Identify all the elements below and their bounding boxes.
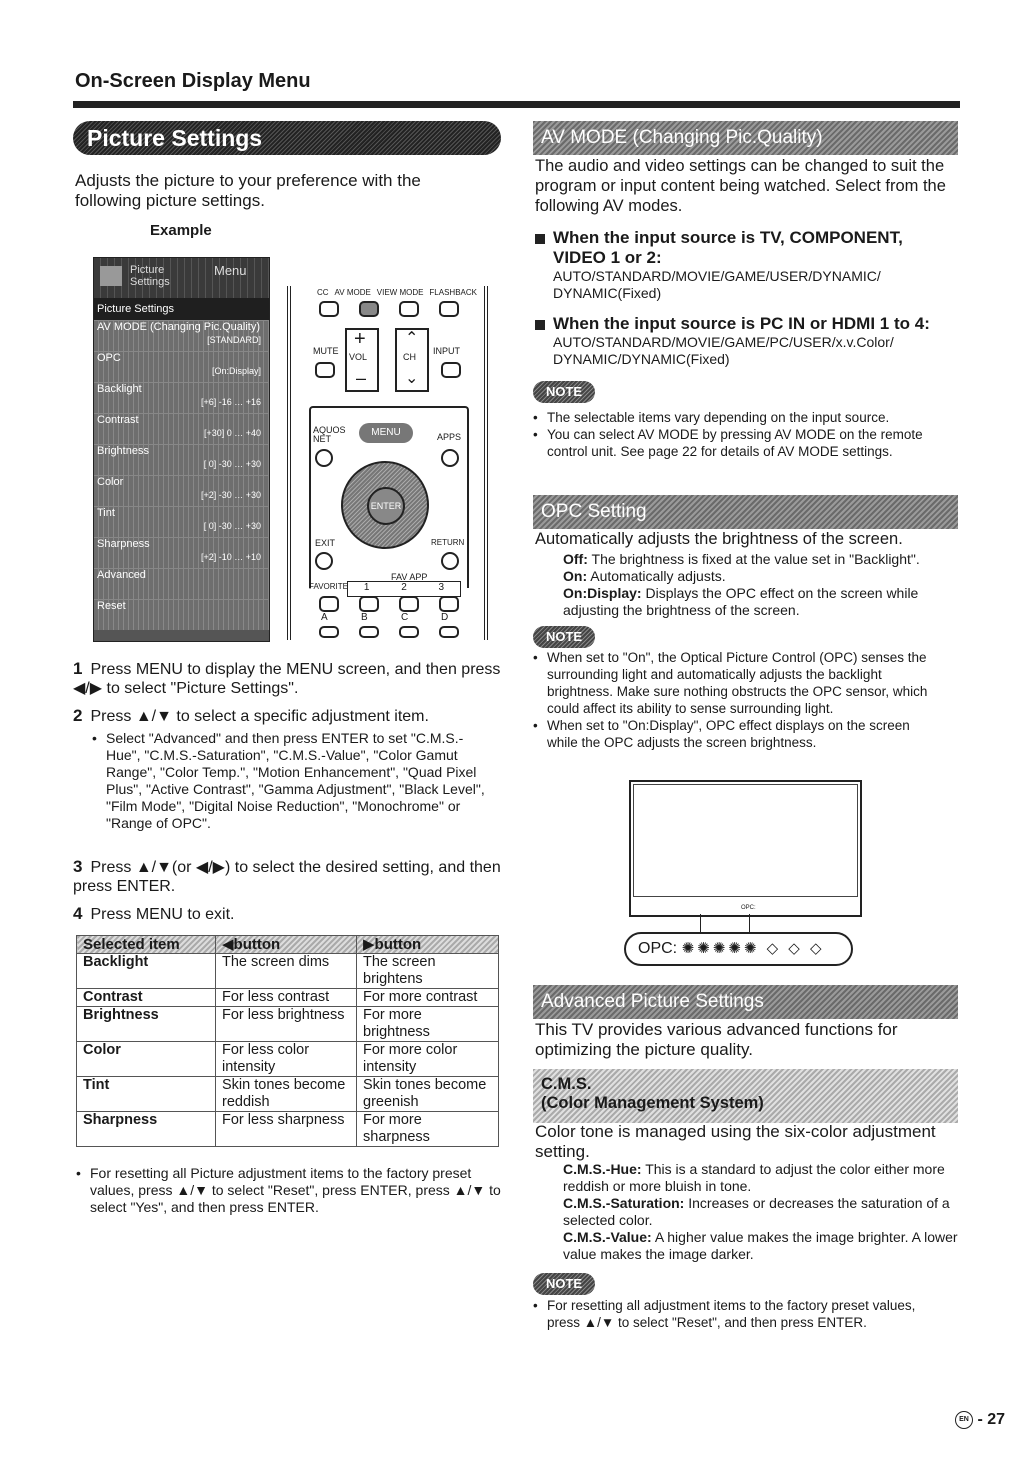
step-2-bullet-text: Select "Advanced" and then press ENTER to set "C.M.S.-Hue", "C.M.S.-Saturation", "C.M.S.-Value", "Color Gamut Range", "Color Temp.", "Motion Enhancement", "Quad Pixel Plus", "Active Contrast", "Gamma Adjustment", "Black Level", "Film Mode", "Digital Noise Reduction", "Monochrome" or "Range of OPC". (106, 730, 485, 831)
menu-row[interactable] (94, 475, 269, 506)
a-button[interactable] (319, 626, 339, 638)
menu-row-label: Tint (97, 507, 115, 519)
b-button[interactable] (359, 626, 379, 638)
av-note-1 (533, 409, 955, 426)
opc-display-label: OPC: (638, 940, 678, 957)
remote-top-labels (317, 288, 477, 297)
ch-label: CH (403, 352, 416, 362)
menu-row[interactable] (94, 382, 269, 413)
aquos-net-label: AQUOS NET (313, 425, 346, 444)
advanced-title: Advanced Picture Settings (533, 985, 958, 1019)
menu-header (94, 258, 269, 298)
av-case1-title-text: When the input source is TV, COMPONENT, VIDEO 1 or 2: (553, 228, 903, 267)
example-label: Example (150, 222, 212, 239)
cms-hue-term: C.M.S.-Hue: (563, 1161, 642, 1177)
minus-icon: – (356, 368, 367, 388)
av-case1-title (535, 228, 955, 268)
avmode-button[interactable] (359, 301, 379, 317)
table-header-left: ◀button (216, 936, 357, 954)
chevron-down-icon: ⌄ (405, 370, 419, 387)
menu-row[interactable] (94, 537, 269, 568)
av-case2-title-text: When the input source is PC IN or HDMI 1 to 4: (553, 314, 930, 333)
opc-ondisplay-desc: Displays the OPC effect on the screen while adjusting the brightness of the screen. (563, 585, 919, 618)
advanced-note-1 (533, 1297, 933, 1331)
opc-level-icons: ✺✺✺✺✺ ◇ ◇ ◇ (681, 940, 825, 957)
menu-button[interactable]: MENU (359, 423, 413, 443)
table-cell-item: Sharpness (77, 1112, 216, 1147)
table-cell-left: For less sharpness (216, 1112, 357, 1147)
menu-row-value: [+6] -16 … +16 (200, 397, 261, 407)
step-2-number: 2 (73, 706, 83, 725)
menu-row-value: [STANDARD] (207, 335, 261, 345)
return-button[interactable] (441, 552, 459, 570)
cms-heading-line1: C.M.S. (541, 1075, 592, 1093)
tv-screen (633, 784, 858, 897)
chevron-up-icon: ⌃ (405, 330, 419, 347)
input-label: INPUT (433, 346, 460, 356)
table-cell-right: The screen brightens (357, 954, 499, 989)
menu-row[interactable] (94, 413, 269, 444)
bullet-dot: • (533, 1298, 538, 1313)
letter-b-label: B (361, 612, 368, 623)
table-body (77, 954, 499, 1147)
step-4 (73, 904, 503, 924)
mute-button[interactable] (315, 362, 335, 378)
bullet-dot: • (533, 650, 538, 665)
table-row (77, 1007, 499, 1042)
square-bullet-icon (535, 234, 545, 244)
enter-button[interactable]: ENTER (367, 487, 405, 525)
menu-row[interactable] (94, 320, 269, 351)
table-cell-right: For more sharpness (357, 1112, 499, 1147)
favorite-label: FAVORITE (309, 582, 348, 591)
table-cell-item: Color (77, 1042, 216, 1077)
step-3 (73, 857, 503, 896)
menu-row[interactable] (94, 568, 269, 599)
table-row (77, 1077, 499, 1112)
opc-note-1-text: When set to "On", the Optical Picture Control (OPC) senses the surrounding light and automatically adjusts the backlight brightness. Make sure nothing obstructs the OPC sensor, which could affect its ability to sense surrounding light. (547, 650, 928, 716)
opc-note-2 (533, 717, 933, 751)
step-4-number: 4 (73, 904, 83, 923)
opc-note-badge: NOTE (533, 626, 595, 648)
cms-heading (533, 1069, 958, 1123)
viewmode-button[interactable] (399, 301, 419, 317)
av-mode-intro: The audio and video settings can be changed to suit the program or input content being watched. Select from the following AV modes. (535, 157, 946, 215)
fav-2-button[interactable] (399, 596, 419, 612)
table-cell-left: Skin tones become reddish (216, 1077, 357, 1112)
opc-on-term: On: (563, 568, 588, 584)
input-button[interactable] (441, 362, 461, 378)
table-cell-left: For less brightness (216, 1007, 357, 1042)
table-cell-left: The screen dims (216, 954, 357, 989)
menu-row-value: [On:Display] (211, 366, 261, 376)
cc-button[interactable] (319, 301, 339, 317)
table-cell-item: Contrast (77, 989, 216, 1007)
picture-settings-title: Picture Settings (73, 121, 501, 155)
menu-caption: Picture Settings (94, 298, 269, 320)
remote-illustration (287, 286, 488, 640)
av-note-2 (533, 426, 955, 460)
table-header-row (77, 936, 499, 954)
table-cell-right: For more color intensity (357, 1042, 499, 1077)
av-note-1-text: The selectable items vary depending on the input source. (547, 410, 890, 425)
av-mode-title: AV MODE (Changing Pic.Quality) (533, 121, 958, 155)
language-en-icon: EN (955, 1411, 973, 1429)
menu-header-left: Picture Settings (130, 264, 170, 288)
bullet-dot: • (533, 427, 538, 442)
bullet-dot: • (92, 730, 97, 746)
opc-title: OPC Setting (533, 495, 958, 529)
ch-rocker[interactable] (395, 328, 429, 392)
cms-value (563, 1229, 958, 1263)
avmode-label: AV MODE (334, 288, 371, 297)
fav-1-label: 1 (363, 582, 370, 593)
cms-intro: Color tone is managed using the six-color adjustment setting. (535, 1122, 936, 1161)
letter-a-label: A (321, 612, 328, 623)
bullet-dot: • (533, 410, 538, 425)
page-number: - 27 (977, 1411, 1006, 1429)
fav-2-label: 2 (401, 582, 407, 593)
av-case2-title (535, 314, 955, 334)
bullet-dot: • (76, 1165, 81, 1181)
menu-row[interactable] (94, 351, 269, 382)
apps-label: APPS (437, 432, 462, 442)
table-header-item: Selected item (77, 936, 216, 954)
table-cell-left: For less color intensity (216, 1042, 357, 1077)
advanced-note-1-text: For resetting all adjustment items to the factory preset values, press ▲/▼ to select "Reset", and then press ENTER. (547, 1298, 916, 1330)
fav-button[interactable] (319, 596, 339, 612)
flashback-label: FLASHBACK (429, 288, 477, 297)
opc-off-desc: The brightness is fixed at the value set in "Backlight". (591, 551, 920, 567)
opc-item-on (563, 568, 958, 585)
menu-row[interactable] (94, 599, 269, 630)
d-button[interactable] (439, 626, 459, 638)
table-cell-item: Brightness (77, 1007, 216, 1042)
return-label: RETURN (431, 538, 465, 547)
vol-rocker[interactable] (345, 328, 379, 392)
square-bullet-icon (535, 320, 545, 330)
exit-button[interactable] (315, 552, 333, 570)
menu-row-value: [+2] -30 … +30 (200, 490, 261, 500)
menu-row[interactable] (94, 506, 269, 537)
opc-item-off (563, 551, 958, 568)
step-3-number: 3 (73, 857, 83, 876)
vol-label: VOL (349, 352, 368, 362)
tv-illustration (629, 780, 862, 917)
opc-ondisplay-term: On:Display: (563, 585, 642, 601)
letter-d-label: D (441, 612, 449, 623)
opc-note-2-text: When set to "On:Display", OPC effect displays on the screen while the OPC adjusts the screen brightness. (547, 718, 910, 750)
menu-row-label: AV MODE (Changing Pic.Quality) (97, 321, 261, 333)
table-header-right: ▶button (357, 936, 499, 954)
cms-value-desc: A higher value makes the image brighter. A lower value makes the image darker. (563, 1229, 958, 1262)
letter-labels (321, 612, 481, 623)
mute-label: MUTE (313, 346, 339, 356)
menu-row-label: Backlight (97, 383, 142, 395)
opc-note-1 (533, 649, 933, 717)
av-note-2-text: You can select AV MODE by pressing AV MODE on the remote control unit. See page 22 for details of AV MODE settings. (547, 427, 923, 459)
opc-off-term: Off: (563, 551, 588, 567)
header-rule (73, 101, 960, 108)
menu-row-value: [ 0] -30 … +30 (203, 459, 261, 469)
tv-stand (700, 914, 750, 932)
picture-settings-icon (100, 266, 122, 286)
table-cell-right: For more brightness (357, 1007, 499, 1042)
menu-row-label: Advanced (97, 569, 146, 581)
menu-row-label: Reset (97, 600, 126, 612)
menu-row-value: [+2] -10 … +10 (200, 552, 261, 562)
cms-value-term: C.M.S.-Value: (563, 1229, 652, 1245)
advanced-intro: This TV provides various advanced functions for optimizing the picture quality. (535, 1020, 898, 1059)
advanced-notes (533, 1297, 933, 1331)
opc-item-ondisplay (563, 585, 958, 619)
cms-heading-line2: (Color Management System) (541, 1094, 764, 1112)
tv-opc-tiny-label: OPC: (741, 905, 756, 911)
step-3-text: Press ▲/▼(or ◀/▶) to select the desired setting, and then press ENTER. (73, 859, 501, 895)
picture-settings-menu-screen (93, 257, 270, 642)
menu-row-label: Sharpness (97, 538, 150, 550)
table-row (77, 954, 499, 989)
menu-row-label: OPC (97, 352, 121, 364)
table-cell-left: For less contrast (216, 989, 357, 1007)
av-case2-modes: AUTO/STANDARD/MOVIE/GAME/PC/USER/x.v.Color/ DYNAMIC/DYNAMIC(Fixed) (553, 334, 894, 367)
opc-notes (533, 649, 933, 751)
opc-items (563, 551, 958, 619)
menu-header-right: Menu (214, 263, 247, 278)
step-1 (73, 659, 503, 698)
viewmode-label: VIEW MODE (376, 288, 424, 297)
bullet-dot: • (533, 718, 538, 733)
fav-1-button[interactable] (359, 596, 379, 612)
c-button[interactable] (399, 626, 419, 638)
adjustment-table (76, 935, 499, 1147)
page-footer (955, 1411, 1005, 1429)
flashback-button[interactable] (439, 301, 459, 317)
opc-intro: Automatically adjusts the brightness of the screen. (535, 530, 903, 548)
fav-3-label: 3 (438, 582, 445, 593)
letter-c-label: C (401, 612, 409, 623)
page-header: On-Screen Display Menu (75, 70, 311, 92)
step-2-text: Press ▲/▼ to select a specific adjustment item. (90, 708, 429, 725)
menu-row-value: [+30] 0 … +40 (203, 428, 261, 438)
cc-label: CC (317, 288, 329, 297)
av-note-badge: NOTE (533, 381, 595, 403)
cms-items (563, 1161, 958, 1263)
menu-row[interactable] (94, 444, 269, 475)
cms-hue (563, 1161, 958, 1195)
opc-display-indicator (624, 932, 853, 966)
step-1-number: 1 (73, 659, 83, 678)
cms-hue-desc: This is a standard to adjust the color either more reddish or more bluish in tone. (563, 1161, 945, 1194)
table-row (77, 989, 499, 1007)
aquos-net-button[interactable] (315, 449, 333, 467)
plus-icon: + (354, 328, 366, 350)
menu-rows (94, 320, 269, 630)
table-row (77, 1112, 499, 1147)
advanced-note-badge: NOTE (533, 1273, 595, 1295)
fav-3-button[interactable] (439, 596, 459, 612)
fav-app-label: FAV APP (391, 572, 428, 582)
cms-saturation-desc: Increases or decreases the saturation of a selected color. (563, 1195, 950, 1228)
picture-settings-intro: Adjusts the picture to your preference with the following picture settings. (75, 171, 421, 210)
fav-app-row (347, 581, 461, 597)
step-2 (73, 706, 503, 726)
reset-note-text: For resetting all Picture adjustment items to the factory preset values, press ▲/▼ to select "Reset", press ENTER, press ▲/▼ to select "Yes", and then press ENTER. (90, 1165, 501, 1215)
dpad[interactable] (341, 461, 429, 549)
table-row (77, 1042, 499, 1077)
apps-button[interactable] (441, 449, 459, 467)
table-cell-item: Backlight (77, 954, 216, 989)
cms-saturation (563, 1195, 958, 1229)
opc-on-desc: Automatically adjusts. (590, 568, 726, 584)
menu-row-label: Brightness (97, 445, 149, 457)
exit-label: EXIT (315, 538, 336, 548)
av-notes (533, 409, 955, 460)
step-4-text: Press MENU to exit. (90, 906, 235, 923)
menu-row-label: Contrast (97, 414, 139, 426)
av-case1-modes: AUTO/STANDARD/MOVIE/GAME/USER/DYNAMIC/ DYNAMIC(Fixed) (553, 268, 881, 301)
menu-row-value: [ 0] -30 … +30 (203, 521, 261, 531)
reset-note (76, 1165, 506, 1216)
table-cell-right: For more contrast (357, 989, 499, 1007)
step-1-text: Press MENU to display the MENU screen, and then press ◀/▶ to select "Picture Settings". (73, 661, 501, 697)
table-cell-item: Tint (77, 1077, 216, 1112)
cms-saturation-term: C.M.S.-Saturation: (563, 1195, 685, 1211)
step-2-bullet (92, 730, 497, 832)
table-cell-right: Skin tones become greenish (357, 1077, 499, 1112)
menu-row-label: Color (97, 476, 124, 488)
